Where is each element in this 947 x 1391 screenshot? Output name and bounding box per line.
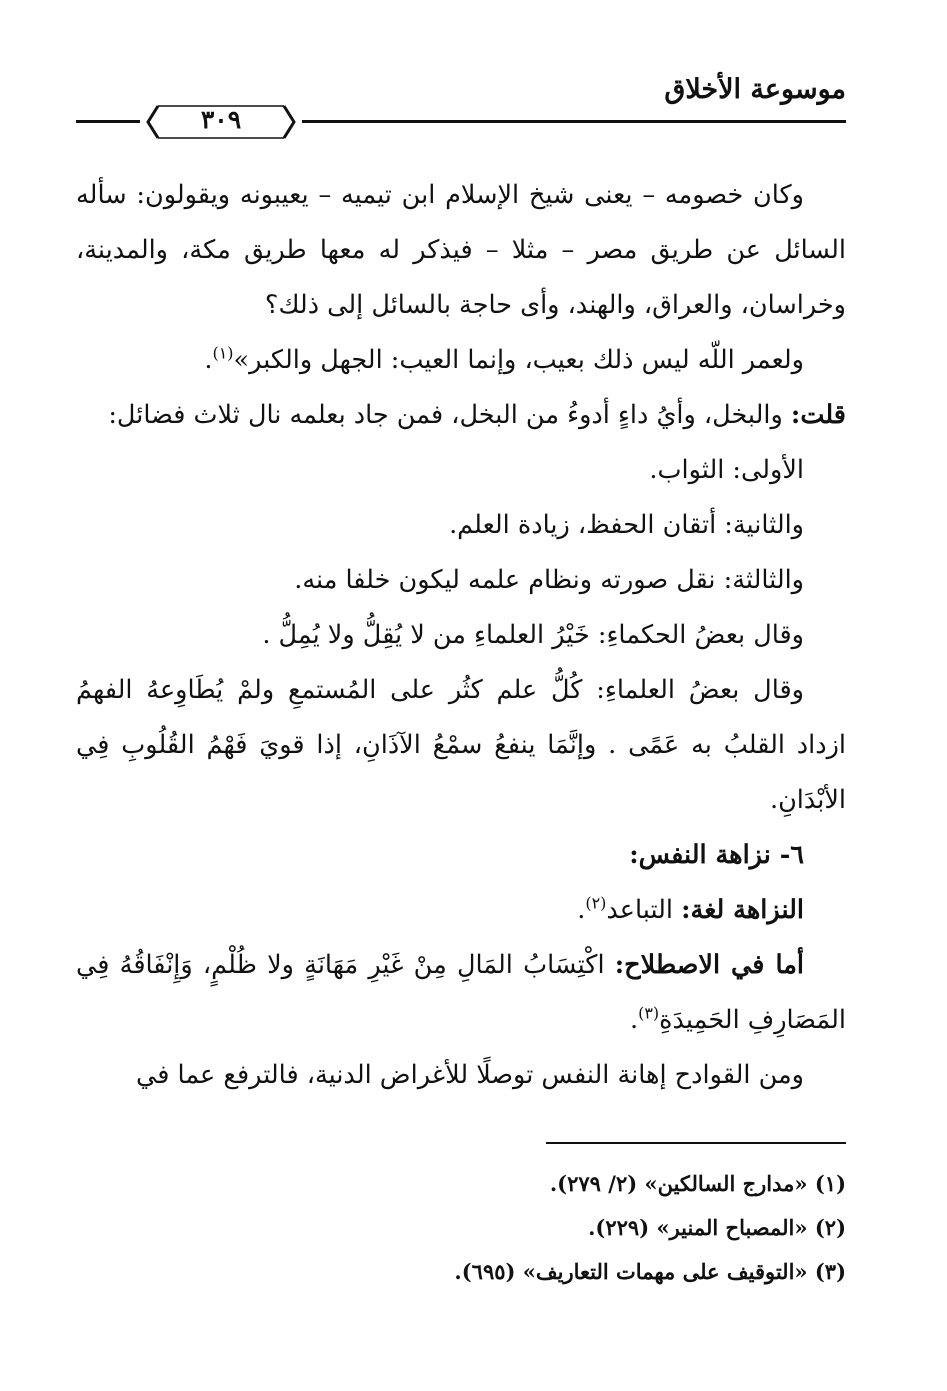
footnote-ref-1: (١): [212, 343, 234, 363]
paragraph-10: [76, 883, 846, 938]
section-heading: ٦- نزاهة النفس:: [629, 840, 804, 870]
paragraph-12: ومن القوادح إهانة النفس توصلًا للأغراض الدنية، فالترفع عما في: [136, 1060, 804, 1090]
paragraph-10-lead: النزاهة لغة:: [681, 895, 804, 925]
paragraph-3-lead: قلت:: [790, 400, 846, 430]
paragraph-11-text: اكْتِسَابُ المَالِ مِنْ غَيْرِ مَهَانَةٍ ولا ظُلْمٍ، وَإِنْفَاقُهُ فِي المَصَارِفِ الحَمِيدَةِ: [76, 950, 846, 1035]
book-title: موسوعة الأخلاق: [664, 74, 846, 105]
paragraph-7: وقال بعضُ الحكماءِ: خَيْرُ العلماءِ من لا يُقِلُّ ولا يُمِلُّ .: [262, 620, 804, 650]
paragraph-11: [76, 938, 846, 1048]
header-rule-left: [76, 120, 140, 123]
paragraph-10-end: .: [577, 895, 586, 925]
paragraph-6: والثالثة: نقل صورته ونظام علمه ليكون خلفا منه.: [294, 565, 804, 595]
paragraph-5: والثانية: أتقان الحفظ، زيادة العلم.: [449, 510, 804, 540]
header-rule: [302, 120, 846, 123]
footnote-1: (١) «مدارج السالكين» (٢/ ٢٧٩).: [549, 1171, 846, 1196]
paragraph-2-end: .: [204, 345, 213, 375]
paragraph-2-text: ولعمر اللّه ليس ذلك بعيب، وإنما العيب: الجهل والكبر»: [233, 345, 804, 375]
paragraph-3: [76, 388, 846, 443]
paragraph-1: وكان خصومه – يعنى شيخ الإسلام ابن تيميه – يعيبونه ويقولون: سأله السائل عن طريق مصر – مثلا – فيذكر له معها طريق مكة، والمدينة، وخراسان، والعراق، والهند، وأى حاجة بالسائل إلى ذلك؟: [76, 180, 846, 320]
footnote-rule: [546, 1142, 846, 1144]
page-number: ٣٠٩: [200, 105, 242, 134]
main-text: [76, 168, 846, 1103]
page-header: [76, 68, 846, 134]
paragraph-2: [76, 333, 846, 388]
footnote-2: (٢) «المصباح المنير» (٢٢٩).: [588, 1215, 846, 1240]
paragraph-8: وقال بعضُ العلماءِ: كُلُّ علم كثُر على المُستمعِ ولمْ يُطَاوِعهُ الفهمُ ازداد القلبُ به عَمًى . وإنَّمَا ينفعُ سمْعُ الآذَانِ، إذا قويَ فَهْمُ القُلُوبِ فِي الأبْدَانِ.: [76, 675, 846, 815]
footnotes: [76, 1162, 846, 1294]
footnote-ref-3: (٣): [638, 1003, 660, 1023]
paragraph-11-lead: أما في الاصطلاح:: [614, 950, 804, 980]
paragraph-3-text: والبخل، وأيُ داءٍ أدوءُ من البخل، فمن جاد بعلمه نال ثلاث فضائل:: [108, 400, 791, 430]
footnote-3: (٣) «التوقيف على مهمات التعاريف» (٦٩٥).: [454, 1259, 846, 1284]
paragraph-4: الأولى: الثواب.: [649, 455, 804, 485]
paragraph-10-text: التباعد: [606, 895, 682, 925]
page-number-frame: [140, 102, 302, 142]
paragraph-11-end: .: [629, 1005, 639, 1035]
footnote-ref-2: (٢): [585, 893, 607, 913]
